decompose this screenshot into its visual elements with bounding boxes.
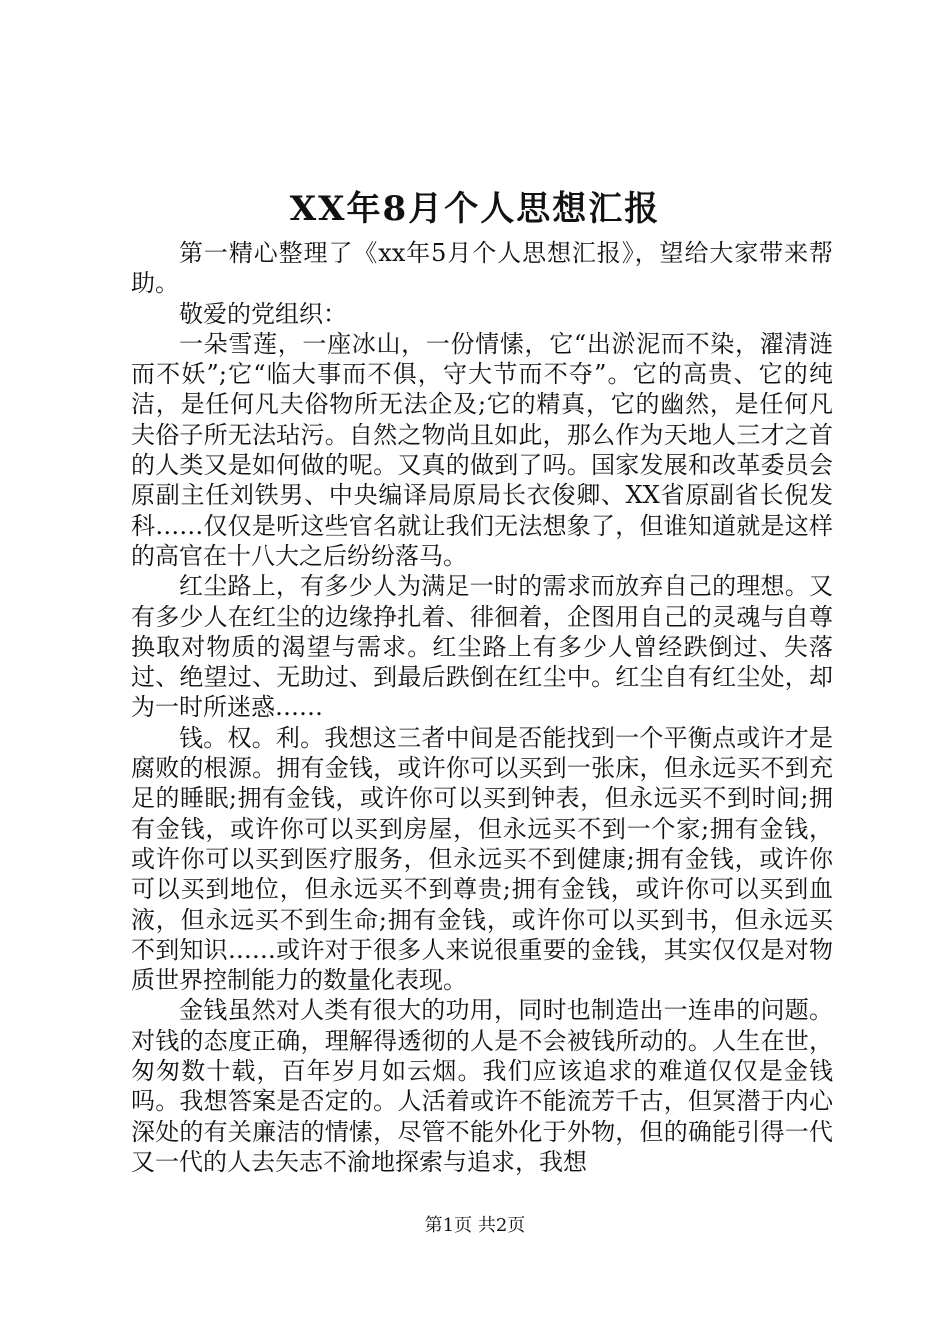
paragraph-snow-lotus: 一朵雪莲，一座冰山，一份情愫，它“出淤泥而不染，濯清涟而不妖”;它“临大事而不俱，守大节而不夺”。它的高贵、它的纯洁，是任何凡夫俗物所无法企及;它的精真，它的幽然，是任何凡夫俗子所无法玷污。自然之物尚且如此，那么作为天地人三才之首的人类又是如何做的呢。又真的做到了吗。国家发展和改革委员会原副主任刘铁男、中央编译局原局长衣俊卿、XX省原副省长倪发科……仅仅是听这些官名就让我们无法想象了，但谁知道就是这样的高官在十八大之后纷纷落马。 bbox=[131, 329, 833, 570]
paragraph-money-attitude: 金钱虽然对人类有很大的功用，同时也制造出一连串的问题。对钱的态度正确，理解得透彻的人是不会被钱所动的。人生在世，匆匆数十载，百年岁月如云烟。我们应该追求的难道仅仅是金钱吗。我想答案是否定的。人活着或许不能流芳千古，但冥潜于内心深处的有关廉洁的情愫，尽管不能外化于外物，但的确能引得一代又一代的人去矢志不渝地探索与追求，我想 bbox=[131, 996, 833, 1176]
paragraph-money-power: 钱。权。利。我想这三者中间是否能找到一个平衡点或许才是腐败的根源。拥有金钱，或许你可以买到一张床，但永远买不到充足的睡眠;拥有金钱，或许你可以买到钟表，但永远买不到时间;拥有金钱，或许你可以买到房屋，但永远买不到一个家;拥有金钱，或许你可以买到医疗服务，但永远买不到健康;拥有金钱，或许你可以买到地位，但永远买不到尊贵;拥有金钱，或许你可以买到血液，但永远买不到生命;拥有金钱，或许你可以买到书，但永远买不到知识……或许对于很多人来说很重要的金钱，其实仅仅是对物质世界控制能力的数量化表现。 bbox=[131, 723, 833, 995]
paragraph-salutation: 敬爱的党组织： bbox=[179, 299, 347, 328]
document-title: XX年8月个人思想汇报 bbox=[289, 189, 661, 229]
paragraph-intro: 第一精心整理了《xx年5月个人思想汇报》，望给大家带来帮助。 bbox=[131, 239, 833, 298]
document-body bbox=[131, 238, 833, 1177]
paragraph-red-dust: 红尘路上，有多少人为满足一时的需求而放弃自己的理想。又有多少人在红尘的边缘挣扎着、徘徊着，企图用自己的灵魂与自尊换取对物质的渴望与需求。红尘路上有多少人曾经跌倒过、失落过、绝望过、无助过、到最后跌倒在红尘中。红尘自有红尘处，却为一时所迷惑…… bbox=[131, 572, 833, 722]
page-footer: 第1页 共2页 bbox=[424, 1215, 526, 1236]
